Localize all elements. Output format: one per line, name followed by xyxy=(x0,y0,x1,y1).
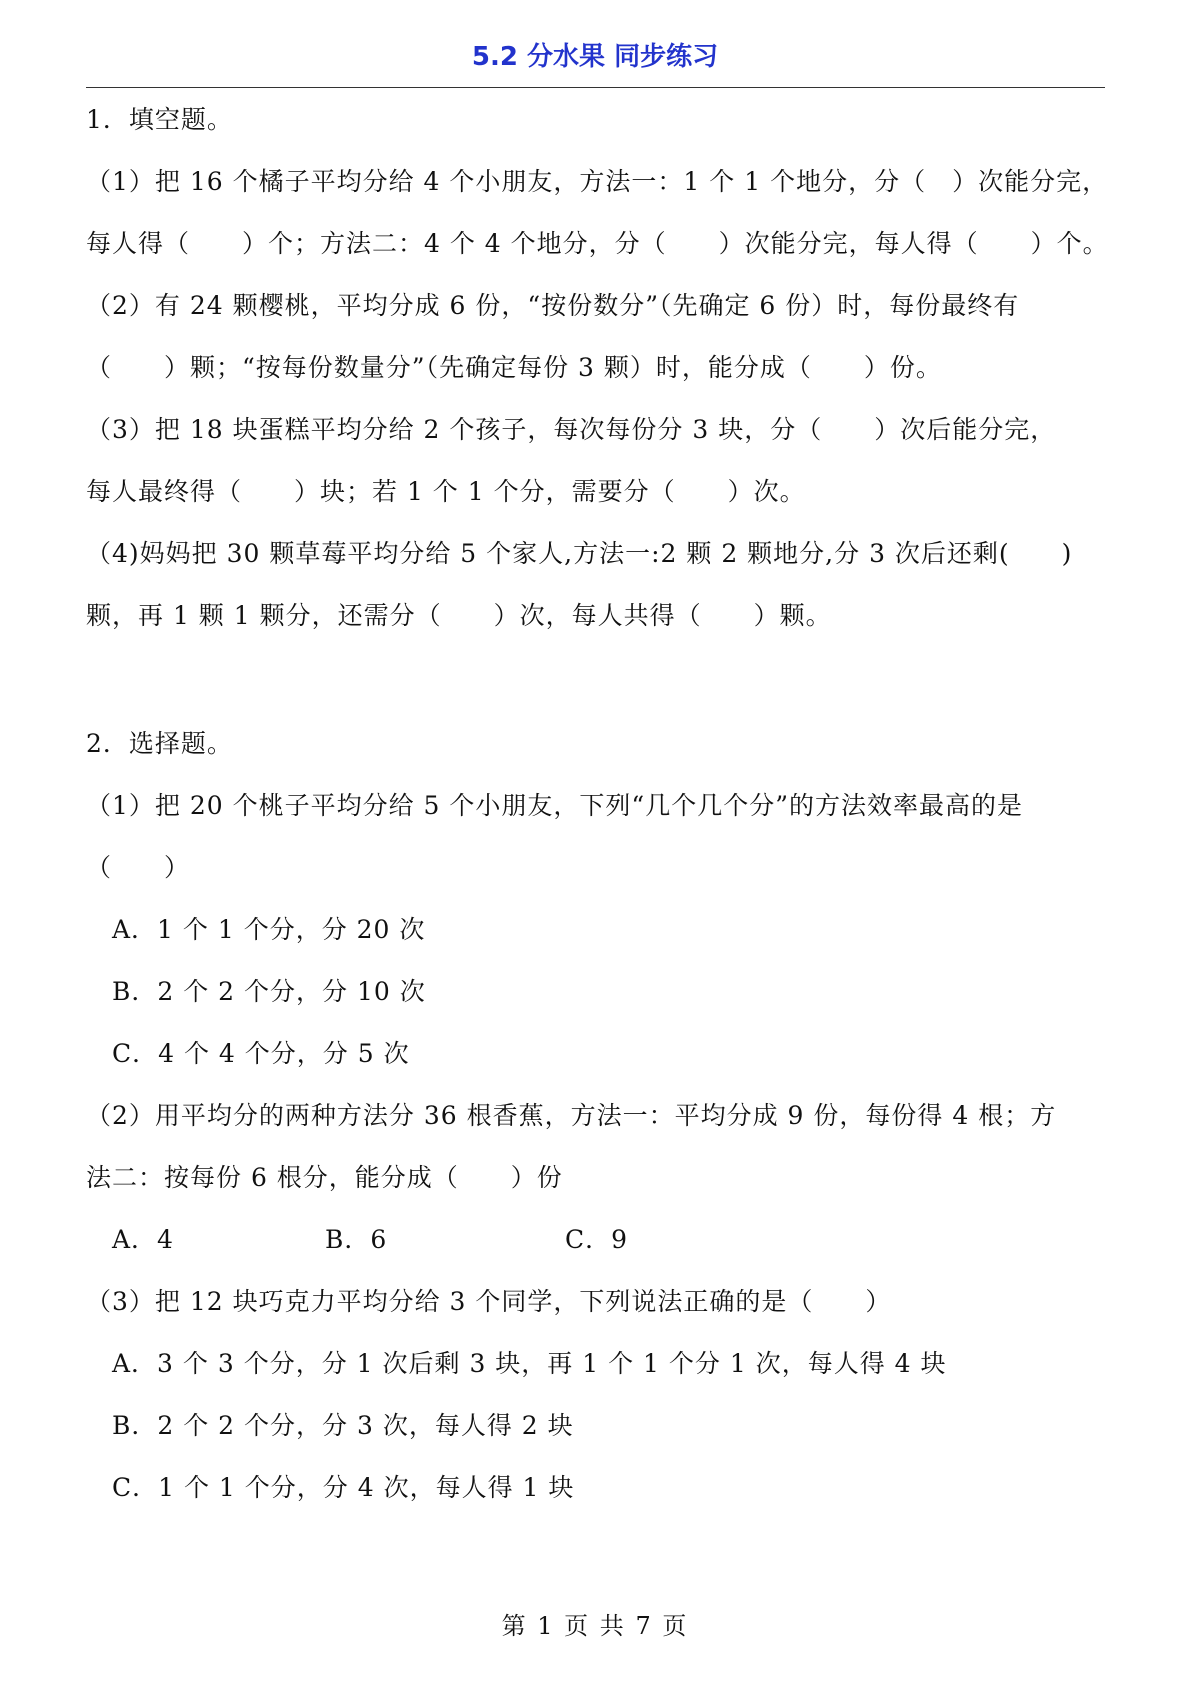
q2-stem: （2）用平均分的两种方法分 36 根香蕉，方法一：平均分成 9 份，每份得 4 根；方 xyxy=(86,1101,1057,1130)
q2-stem: 法二：按每份 6 根分，能分成（ ）份 xyxy=(86,1163,563,1192)
section1-line: 每人最终得（ ）块；若 1 个 1 个分，需要分（ ）次。 xyxy=(86,477,806,506)
q1-option-c: C．4 个 4 个分，分 5 次 xyxy=(112,1039,410,1068)
q2-option-a: A．4 xyxy=(112,1225,174,1254)
q3-option-c: C．1 个 1 个分，分 4 次，每人得 1 块 xyxy=(112,1473,575,1502)
q3-stem: （3）把 12 块巧克力平均分给 3 个同学，下列说法正确的是（ ） xyxy=(86,1287,892,1316)
q1-stem: （ ） xyxy=(86,853,191,882)
page-title: 5.2 分水果 同步练习 xyxy=(471,42,719,72)
header-divider xyxy=(86,87,1105,88)
section1-line: 每人得（ ）个；方法二：4 个 4 个地分，分（ ）次能分完，每人得（ ）个。 xyxy=(86,229,1109,258)
q1-option-b: B．2 个 2 个分，分 10 次 xyxy=(112,977,426,1006)
section1-line: （1）把 16 个橘子平均分给 4 个小朋友，方法一：1 个 1 个地分，分（ ）次能分完， xyxy=(86,167,1109,196)
q2-option-c: C．9 xyxy=(565,1225,629,1254)
q3-option-a: A．3 个 3 个分，分 1 次后剩 3 块，再 1 个 1 个分 1 次，每人得 4 块 xyxy=(112,1349,947,1378)
page-footer: 第 1 页 共 7 页 xyxy=(501,1612,689,1640)
q2-option-b: B．6 xyxy=(325,1225,388,1254)
section1-line: （ ）颗；“按每份数量分”（先确定每份 3 颗）时，能分成（ ）份。 xyxy=(86,353,942,382)
section1-line: （3）把 18 块蛋糕平均分给 2 个孩子，每次每份分 3 块，分（ ）次后能分完， xyxy=(86,415,1057,444)
q3-option-b: B．2 个 2 个分，分 3 次，每人得 2 块 xyxy=(112,1411,574,1440)
q1-option-a: A．1 个 1 个分，分 20 次 xyxy=(112,915,426,944)
section1-line: （4)妈妈把 30 颗草莓平均分给 5 个家人,方法一:2 颗 2 颗地分,分 3 次后还剩( ) xyxy=(86,539,1073,568)
section1-heading: 1．填空题。 xyxy=(86,105,233,134)
section2-heading: 2．选择题。 xyxy=(86,729,233,758)
section1-line: （2）有 24 颗樱桃，平均分成 6 份，“按份数分”（先确定 6 份）时，每份最终有 xyxy=(86,291,1020,320)
q1-stem: （1）把 20 个桃子平均分给 5 个小朋友，下列“几个几个分”的方法效率最高的是 xyxy=(86,791,1023,820)
section1-line: 颗，再 1 颗 1 颗分，还需分（ ）次，每人共得（ ）颗。 xyxy=(86,601,832,630)
